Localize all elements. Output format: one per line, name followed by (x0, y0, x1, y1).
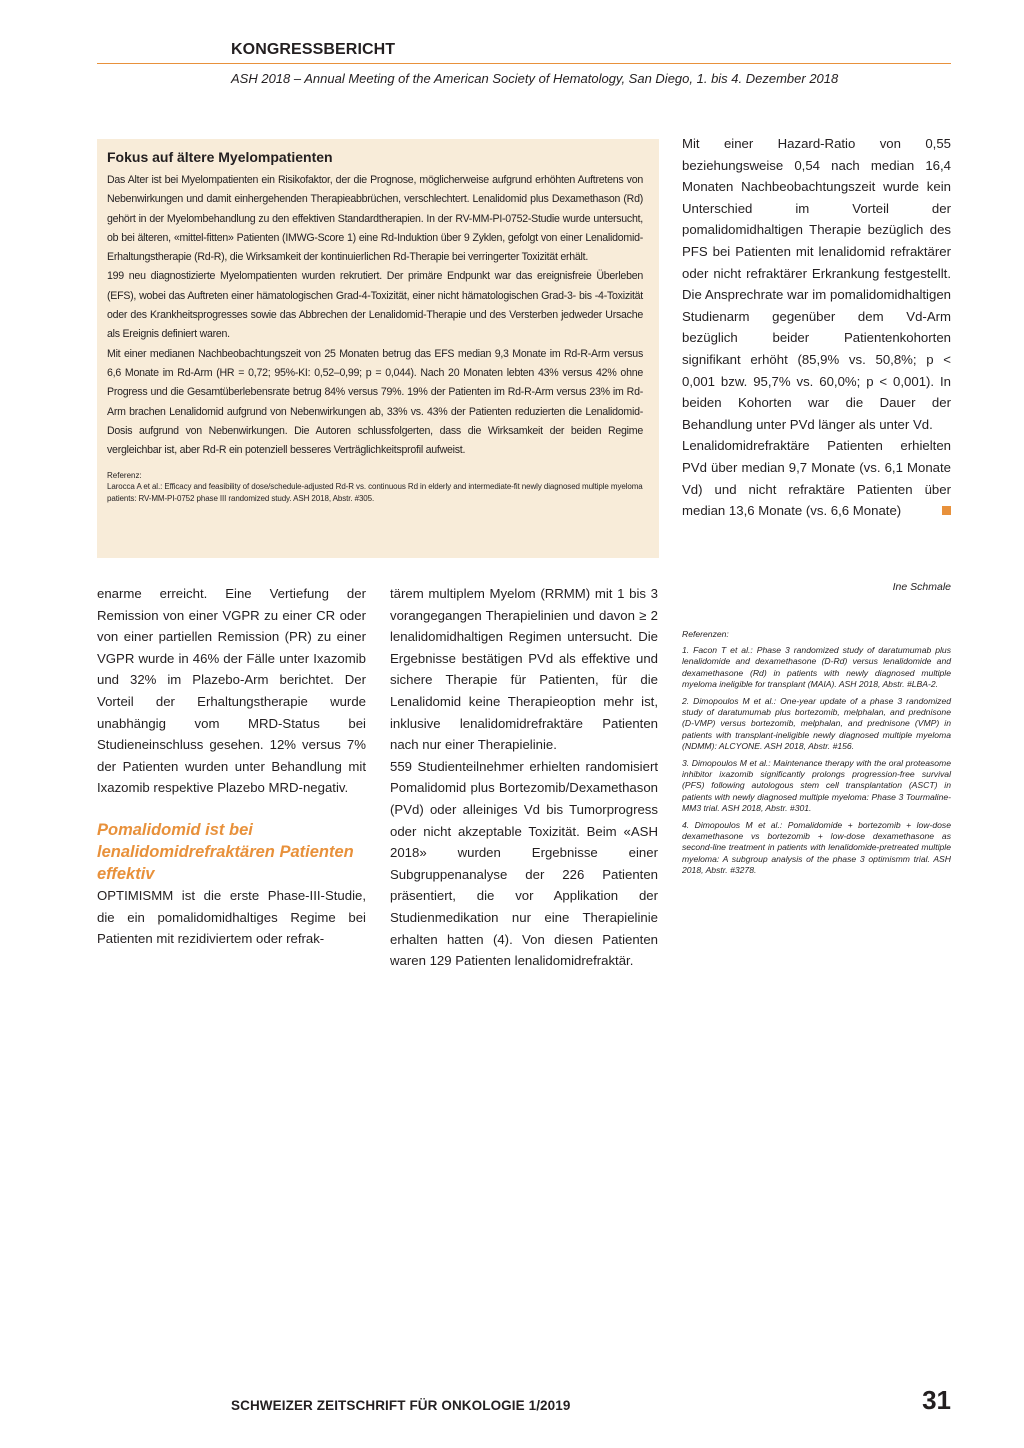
journal-footer: SCHWEIZER ZEITSCHRIFT FÜR ONKOLOGIE 1/2019 (231, 1398, 571, 1413)
left-column (97, 583, 366, 950)
references-label: Referenzen: (682, 629, 729, 639)
section-subheading: Pomalidomid ist bei lenalidomidrefraktären Patienten effektiv (97, 820, 354, 883)
page-number: 31 (922, 1385, 951, 1415)
body-paragraph: Mit einer Hazard-Ratio von 0,55 beziehungsweise 0,54 nach median 16,4 Monaten Nachbeobachtungszeit wurde kein Unterschied im Vorteil der pomalidomidhaltigen Therapie bezüglich des PFS bei Patienten mit lenalidomid refraktärer oder nicht refraktärer Erkrankung festgestellt. Die Ansprechrate war im pomalidomidhaltigen Studienarm gegenüber dem Vd-Arm bezüglich beider Patientenkohorten signifikant erhöht (85,9% vs. 50,8%; p < 0,001 bzw. 95,7% vs. 60,0%; p < 0,001). In beiden Kohorten war die Dauer der Behandlung unter PVd länger als unter Vd. (682, 136, 951, 432)
congress-subtitle: ASH 2018 – Annual Meeting of the American Society of Hematology, San Diego, 1. bis 4. Dezember 2018 (231, 71, 839, 86)
info-box-paragraph: 199 neu diagnostizierte Myelompatienten wurden rekrutiert. Der primäre Endpunkt war das ereignisfreie Überleben (EFS), wobei das Auftreten einer hämatologischen Grad-4-Toxizität, einer nicht hämatologischen Grad-3- bis -4-Toxizität oder des Krankheitsprogresses sowie das Abbrechen der Lenalidomid-Therapie und des Versterben jedweder Ursache als Ereignis definiert waren. (107, 270, 643, 341)
info-box (97, 139, 659, 558)
author-name: Ine Schmale (892, 581, 951, 593)
middle-column (390, 583, 658, 972)
right-column (682, 133, 951, 522)
section-title: KONGRESSBERICHT (231, 41, 396, 58)
body-paragraph-final (682, 435, 951, 521)
end-of-article-icon (942, 506, 951, 515)
reference-item: 2. Dimopoulos M et al.: One-year update of a phase 3 randomized study of daratumumab plus bortezomib, melphalan, and prednisone (D-VMP) versus bortezomib, melphalan, and prednisone (VMP) in patients with transplant-ineligible newly diagnosed multiple myeloma (NDMM): ALCYONE. ASH 2018, Abstr. #156. (682, 696, 951, 751)
references-list (682, 629, 951, 882)
header-divider (97, 63, 951, 64)
body-paragraph-text: Lenalidomidrefraktäre Patienten erhielten PVd über median 9,7 Monate (vs. 6,1 Monate Vd) und nicht refraktäre Patienten über median 13,6 Monate (vs. 6,6 Monate) (682, 438, 951, 519)
reference-item: 1. Facon T et al.: Phase 3 randomized study of daratumumab plus lenalidomide and dexamethasone (D-Rd) versus lenalidomide and dexamethasone (Rd) in patients with newly diagnosed multiple myeloma ineligible for transplant (MAIA). ASH 2018, Abstr. #LBA-2. (682, 645, 951, 689)
info-box-ref-text: Larocca A et al.: Efficacy and feasibility of dose/schedule-adjusted Rd-R vs. continuous Rd in elderly and intermediate-fit newly diagnosed multiple myeloma patients: RV-MM-PI-0752 phase III randomized study. ASH 2018, Abstr. #305. (107, 482, 643, 503)
body-paragraph: enarme erreicht. Eine Vertiefung der Remission von einer VGPR zu einer CR oder von einer partiellen Remission (PR) zu einer VGPR wurde in 46% der Fälle unter Ixazomib und 32% im Plazebo-Arm berichtet. Der Vorteil der Erhaltungstherapie wurde unabhängig vom MRD-Status bei Studieneinschluss gesehen. 12% versus 7% der Patienten wurden unter Behandlung mit Ixazomib respektive Plazebo MRD-negativ. (97, 586, 366, 796)
info-box-paragraph: Das Alter ist bei Myelompatienten ein Risikofaktor, der die Prognose, möglicherweise aufgrund erhöhten Auftretens von Nebenwirkungen und damit einhergehenden Therapieabbrüchen, verschlechtert. Lenalidomid plus Dexamethason (Rd) gehört in der Myelombehandlung zu den effektiven Standardtherapien. In der RV-MM-PI-0752-Studie wurde untersucht, ob bei älteren, «mittel-fitten» Patienten (IMWG-Score 1) eine Rd-Induktion über 9 Zyklen, gefolgt von einer Lenalidomid-Erhaltungstherapie (Rd-R), die Wirksamkeit der kontinuierlichen Rd-Therapie bei verringerter Toxizität erhält. (107, 174, 643, 264)
info-box-paragraph: Mit einer medianen Nachbeobachtungszeit von 25 Monaten betrug das EFS median 9,3 Monate im Rd-R-Arm versus 6,6 Monate im Rd-Arm (HR = 0,72; 95%-KI: 0,52–0,99; p = 0,044). Nach 20 Monaten lebten 43% versus 42% ohne Progress und die Gesamtüberlebensrate betrug 84% versus 79%. 19% der Patienten im Rd-R-Arm versus 23% im Rd-Arm brachen Lenalidomid aufgrund von Nebenwirkungen ab, 33% vs. 43% der Patienten reduzierten die Lenalidomid-Dosis aufgrund von Nebenwirkungen. Die Autoren schlussfolgerten, dass die Wirksamkeit der beiden Regime vergleichbar ist, aber Rd-R ein potenziell besseres Verträglichkeitsprofil aufweist. (107, 347, 643, 457)
body-paragraph: OPTIMISMM ist die erste Phase-III-Studie, die ein pomalidomidhaltiges Regime bei Patienten mit rezidiviertem oder refrak- (97, 887, 366, 947)
reference-item: 3. Dimopoulos M et al.: Maintenance therapy with the oral proteasome inhibitor ixazomib significantly prolongs progression-free survival (PFS) following autologous stem cell transplantation (ASCT) in patients with newly diagnosed multiple myeloma: Phase 3 Tourmaline-MM3 trial. ASH 2018, Abstr. #301. (682, 758, 951, 813)
body-paragraph: 559 Studienteilnehmer erhielten randomisiert Pomalidomid plus Bortezomib/Dexamethason (PVd) oder alleiniges Vd bis Tumorprogress oder nicht akzeptable Toxizität. Beim «ASH 2018» wurden Ergebnisse einer Subgruppenanalyse der 226 Patienten präsentiert, die vor Applikation der Studienmedikation nur eine Therapielinie erhalten hatten (4). Von diesen Patienten waren 129 Patienten lenalidomidrefraktär. (390, 758, 658, 969)
body-paragraph: tärem multiplem Myelom (RRMM) mit 1 bis 3 vorangegangen Therapielinien und davon ≥ 2 lenalidomidhaltigen Regimen untersucht. Die Ergebnisse bestätigen PVd als effektive und sichere Therapie für Patienten, für die Lenalidomid keine Therapieoption mehr ist, inklusive lenalidomidrefraktäre Patienten nach nur einer Therapielinie. (390, 586, 658, 753)
info-box-ref-label: Referenz: (107, 471, 142, 481)
info-box-title: Fokus auf ältere Myelompatienten (107, 149, 333, 165)
reference-item: 4. Dimopoulos M et al.: Pomalidomide + bortezomib + low-dose dexamethasone vs bortezomib + low-dose dexamethasone as second-line treatment in patients with lenalidomide-pretreated multiple myeloma: A subgroup analysis of the phase 3 optimismm trial. ASH 2018, Abstr. #3278. (682, 820, 951, 875)
